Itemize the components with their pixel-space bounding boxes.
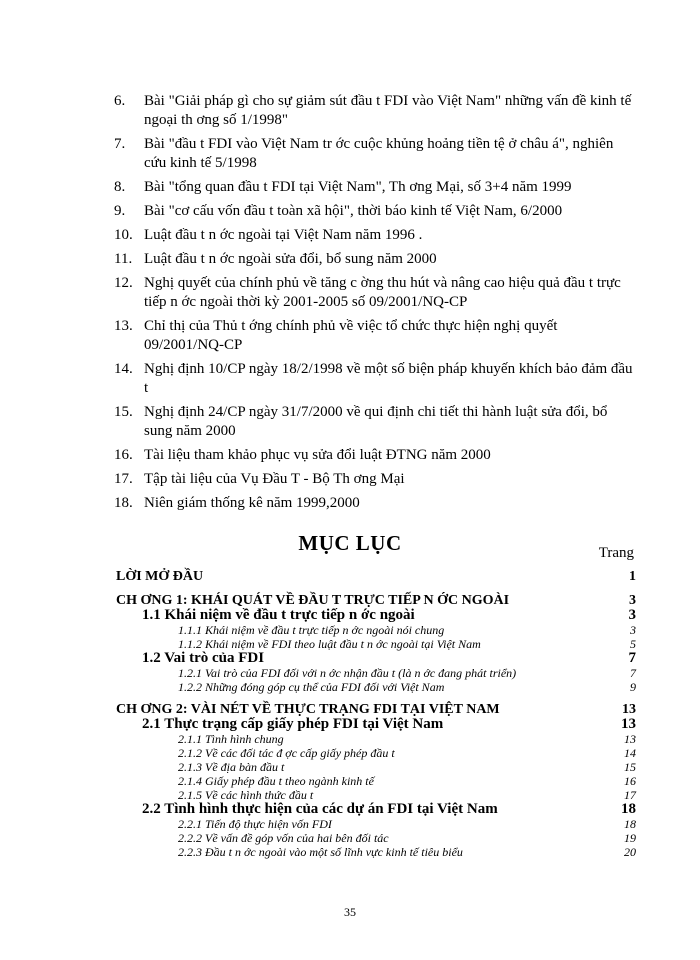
toc-subsection <box>116 831 636 845</box>
toc-entry-page: 3 <box>628 607 636 623</box>
reference-number: 17. <box>114 471 133 487</box>
reference-number: 7. <box>114 136 126 152</box>
toc-entry-page: 17 <box>624 788 636 802</box>
toc-title: MỤC LỤC <box>298 531 402 555</box>
toc-entry-label: CH ƠNG 1: KHÁI QUÁT VỀ ĐẦU T TRỰC TIẾP N ỚC NGOÀI <box>116 593 510 608</box>
reference-item <box>114 226 634 245</box>
toc-entry-label: 2.1.5 Về các hình thức đầu t <box>178 788 314 802</box>
reference-text: Bài "đầu t FDI vào Việt Nam tr ớc cuộc khủng hoảng tiền tệ ở châu á", nghiên cứu kinh tế 5/1998 <box>144 136 614 171</box>
reference-number: 12. <box>114 275 133 291</box>
reference-number: 16. <box>114 447 133 463</box>
reference-item <box>114 202 634 221</box>
toc-entry-label: 1.1.1 Khái niệm về đầu t trực tiếp n ớc ngoài nói chung <box>178 623 445 637</box>
reference-text: Chỉ thị của Thủ t ớng chính phủ về việc tổ chức thực hiện nghị quyết 09/2001/NQ-CP <box>144 318 558 353</box>
reference-text: Nghị định 10/CP ngày 18/2/1998 về một số biện pháp khuyến khích bảo đảm đầu t <box>144 361 633 396</box>
toc-entry-page: 5 <box>630 637 636 651</box>
toc-chapter <box>116 568 636 585</box>
toc-page-header: Trang <box>598 545 634 561</box>
reference-number: 15. <box>114 404 133 420</box>
toc-entry-page: 13 <box>621 716 636 732</box>
toc-entry-page: 9 <box>630 680 636 694</box>
toc-section <box>116 651 636 666</box>
toc-subsection <box>116 732 636 746</box>
reference-item <box>114 178 634 197</box>
toc-subsection <box>116 680 636 694</box>
toc-entry-page: 16 <box>624 774 636 788</box>
toc-entry-label: 2.2.3 Đầu t n ớc ngoài vào một số lĩnh vực kinh tế tiêu biểu <box>178 845 463 859</box>
table-of-contents <box>116 568 636 859</box>
toc-entry-label: 2.2 Tình hình thực hiện của các dự án FDI tại Việt Nam <box>142 801 498 817</box>
reference-text: Nghị quyết của chính phủ về tăng c ờng thu hút và nâng cao hiệu quả đầu t trực tiếp n ớc ngoài thời kỳ 2001-2005 số 09/2001/NQ-CP <box>144 275 621 310</box>
reference-number: 18. <box>114 495 133 511</box>
reference-text: Tập tài liệu của Vụ Đầu T - Bộ Th ơng Mại <box>144 471 405 487</box>
toc-section <box>116 802 636 817</box>
reference-item <box>114 274 634 312</box>
reference-number: 10. <box>114 227 133 243</box>
toc-entry-label: 1.2.2 Những đóng góp cụ thể của FDI đối với Việt Nam <box>178 680 445 694</box>
page-number: 35 <box>344 905 356 919</box>
toc-entry-page: 18 <box>621 801 636 817</box>
toc-subsection <box>116 623 636 637</box>
toc-chapter <box>116 593 636 608</box>
toc-entry-label: LỜI MỞ ĐẦU <box>116 569 204 584</box>
reference-text: Luật đầu t n ớc ngoài sửa đổi, bổ sung năm 2000 <box>144 251 437 267</box>
reference-text: Niên giám thống kê năm 1999,2000 <box>144 495 360 511</box>
toc-entry-page: 7 <box>628 650 636 666</box>
reference-number: 14. <box>114 361 133 377</box>
toc-entry-label: 1.1.2 Khái niệm về FDI theo luật đầu t n ớc ngoài tại Việt Nam <box>178 637 481 651</box>
toc-entry-page: 3 <box>630 623 636 637</box>
reference-item <box>114 250 634 269</box>
toc-entry-page: 7 <box>630 666 636 680</box>
reference-item <box>114 360 634 398</box>
toc-entry-page: 13 <box>622 702 636 717</box>
reference-number: 8. <box>114 179 126 195</box>
reference-text: Tài liệu tham khảo phục vụ sửa đổi luật ĐTNG năm 2000 <box>144 447 491 463</box>
reference-item <box>114 135 634 173</box>
reference-item <box>114 403 634 441</box>
toc-subsection <box>116 817 636 831</box>
toc-entry-page: 1 <box>629 569 636 584</box>
toc-subsection <box>116 637 636 651</box>
toc-subsection <box>116 666 636 680</box>
toc-entry-page: 3 <box>629 593 636 608</box>
toc-entry-page: 13 <box>624 732 636 746</box>
reference-list <box>114 92 634 518</box>
toc-entry-label: 2.1.2 Về các đối tác đ ợc cấp giấy phép đầu t <box>178 746 395 760</box>
toc-entry-label: 2.1.3 Về địa bàn đầu t <box>178 760 285 774</box>
toc-entry-label: 1.2.1 Vai trò của FDI đối với n ớc nhận đầu t (là n ớc đang phát triển) <box>178 666 517 680</box>
toc-entry-page: 18 <box>624 817 636 831</box>
toc-subsection <box>116 788 636 802</box>
toc-entry-label: 2.2.1 Tiến độ thực hiện vốn FDI <box>178 817 332 831</box>
toc-entry-label: 2.1.4 Giấy phép đầu t theo ngành kinh tế <box>178 774 374 788</box>
toc-entry-page: 20 <box>624 845 636 859</box>
reference-number: 13. <box>114 318 133 334</box>
toc-subsection <box>116 774 636 788</box>
reference-text: Bài "cơ cấu vốn đầu t toàn xã hội", thời báo kinh tế Việt Nam, 6/2000 <box>144 203 563 219</box>
toc-entry-page: 15 <box>624 760 636 774</box>
toc-section <box>116 717 636 732</box>
reference-item <box>114 494 634 513</box>
toc-entry-label: 2.1.1 Tình hình chung <box>178 732 284 746</box>
reference-number: 11. <box>114 251 133 267</box>
reference-number: 6. <box>114 93 126 109</box>
toc-subsection <box>116 746 636 760</box>
reference-item <box>114 446 634 465</box>
toc-entry-label: CH ƠNG 2: VÀI NÉT VỀ THỰC TRẠNG FDI TẠI VIỆT NAM <box>116 702 500 717</box>
reference-item <box>114 470 634 489</box>
reference-text: Nghị định 24/CP ngày 31/7/2000 về qui định chi tiết thi hành luật sửa đổi, bổ sung năm 2000 <box>144 404 608 439</box>
toc-section <box>116 608 636 623</box>
reference-text: Luật đầu t n ớc ngoài tại Việt Nam năm 1996 . <box>144 227 423 243</box>
toc-entry-label: 2.2.2 Về vấn đề góp vốn của hai bên đối tác <box>178 831 389 845</box>
toc-chapter <box>116 702 636 717</box>
reference-item <box>114 317 634 355</box>
reference-item <box>114 92 634 130</box>
toc-entry-label: 1.2 Vai trò của FDI <box>142 650 265 666</box>
reference-text: Bài "tổng quan đầu t FDI tại Việt Nam", Th ơng Mại, số 3+4 năm 1999 <box>144 179 572 195</box>
toc-subsection <box>116 845 636 859</box>
toc-entry-page: 14 <box>624 746 636 760</box>
reference-number: 9. <box>114 203 126 219</box>
toc-entry-label: 1.1 Khái niệm về đầu t trực tiếp n ớc ngoài <box>142 607 415 623</box>
toc-entry-page: 19 <box>624 831 636 845</box>
reference-text: Bài "Giải pháp gì cho sự giảm sút đầu t FDI vào Việt Nam" những vấn đề kinh tế ngoại th ơng số 1/1998" <box>144 93 632 128</box>
toc-entry-label: 2.1 Thực trạng cấp giấy phép FDI tại Việt Nam <box>142 716 444 732</box>
toc-subsection <box>116 760 636 774</box>
